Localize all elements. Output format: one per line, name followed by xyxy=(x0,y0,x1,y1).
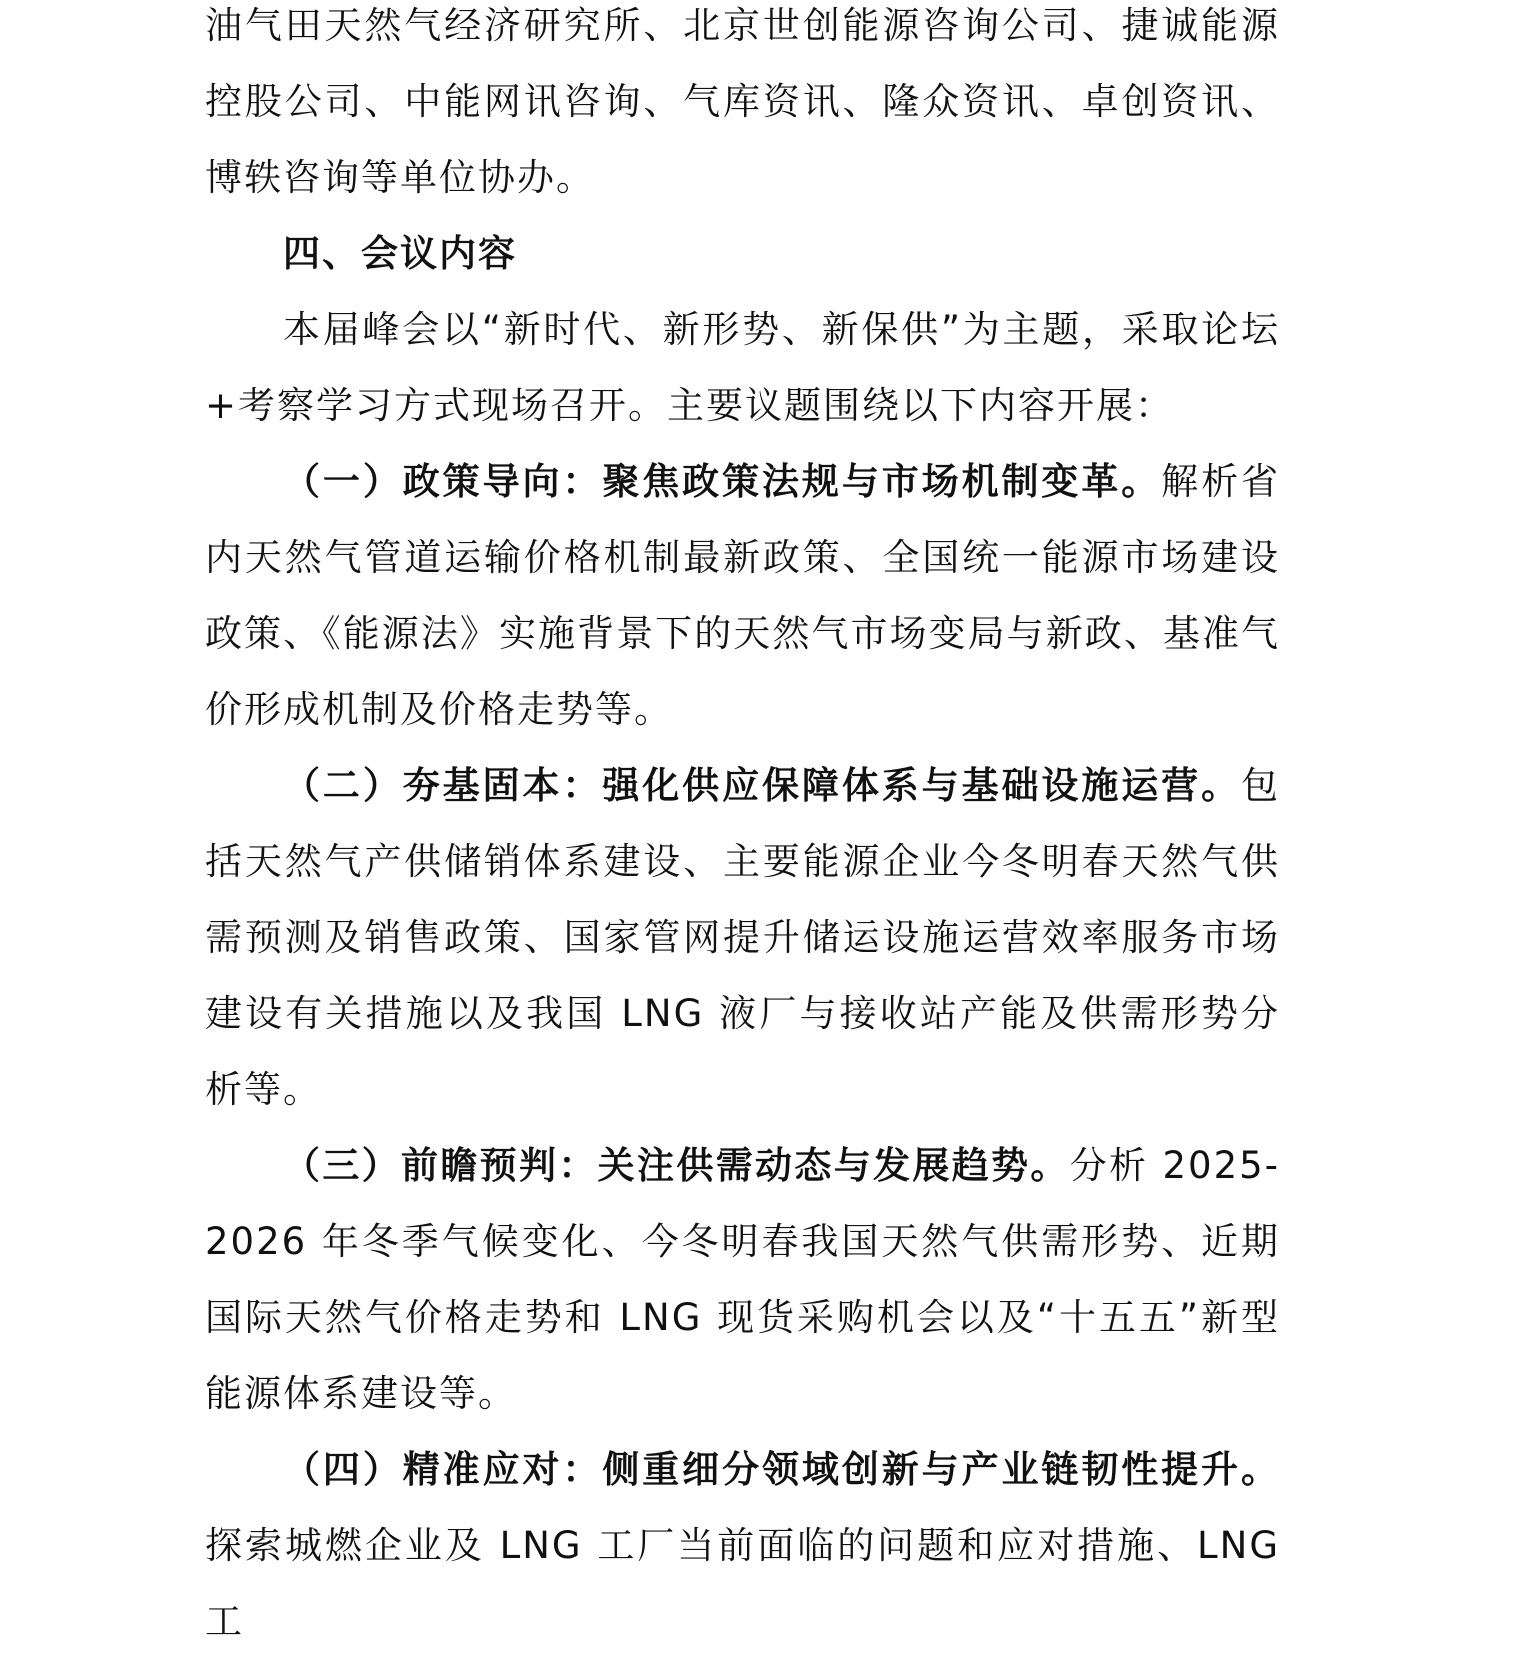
agenda-item-2 xyxy=(205,748,1280,1128)
agenda-item-1-body: 解析省内天然气管道运输价格机制最新政策、全国统一能源市场建设政策、《能源法》实施背景下的天然气市场变局与新政、基准气价形成机制及价格走势等。 xyxy=(205,460,1281,731)
agenda-item-4 xyxy=(205,1432,1280,1660)
agenda-item-4-body: 探索城燃企业及 LNG 工厂当前面临的问题和应对措施、LNG 工 xyxy=(205,1524,1280,1643)
section-heading: 四、会议内容 xyxy=(283,232,517,275)
agenda-item-1 xyxy=(205,444,1280,748)
agenda-item-2-body: 包括天然气产供储销体系建设、主要能源企业今冬明春天然气供需预测及销售政策、国家管网提升储运设施运营效率服务市场建设有关措施以及我国 LNG 液厂与接收站产能及供需形势分析等。 xyxy=(205,764,1280,1111)
agenda-item-2-heading: （二）夯基固本：强化供应保障体系与基础设施运营。 xyxy=(283,764,1241,807)
intro-paragraph: 本届峰会以“新时代、新形势、新保供”为主题，采取论坛+考察学习方式现场召开。主要议题围绕以下内容开展： xyxy=(205,308,1280,427)
agenda-item-3-body: 分析 2025-2026 年冬季气候变化、今冬明春我国天然气供需形势、近期国际天然气价格走势和 LNG 现货采购机会以及“十五五”新型能源体系建设等。 xyxy=(205,1144,1281,1415)
agenda-item-1-heading: （一）政策导向：聚焦政策法规与市场机制变革。 xyxy=(283,460,1162,503)
continuation-paragraph: 油气田天然气经济研究所、北京世创能源咨询公司、捷诚能源控股公司、中能网讯咨询、气库资讯、隆众资讯、卓创资讯、博轶咨询等单位协办。 xyxy=(205,4,1280,199)
agenda-item-4-heading: （四）精准应对：侧重细分领域创新与产业链韧性提升。 xyxy=(283,1448,1280,1491)
agenda-item-3 xyxy=(205,1128,1280,1432)
agenda-item-3-heading: （三）前瞻预判：关注供需动态与发展趋势。 xyxy=(283,1144,1070,1187)
document-body xyxy=(205,0,1280,1660)
